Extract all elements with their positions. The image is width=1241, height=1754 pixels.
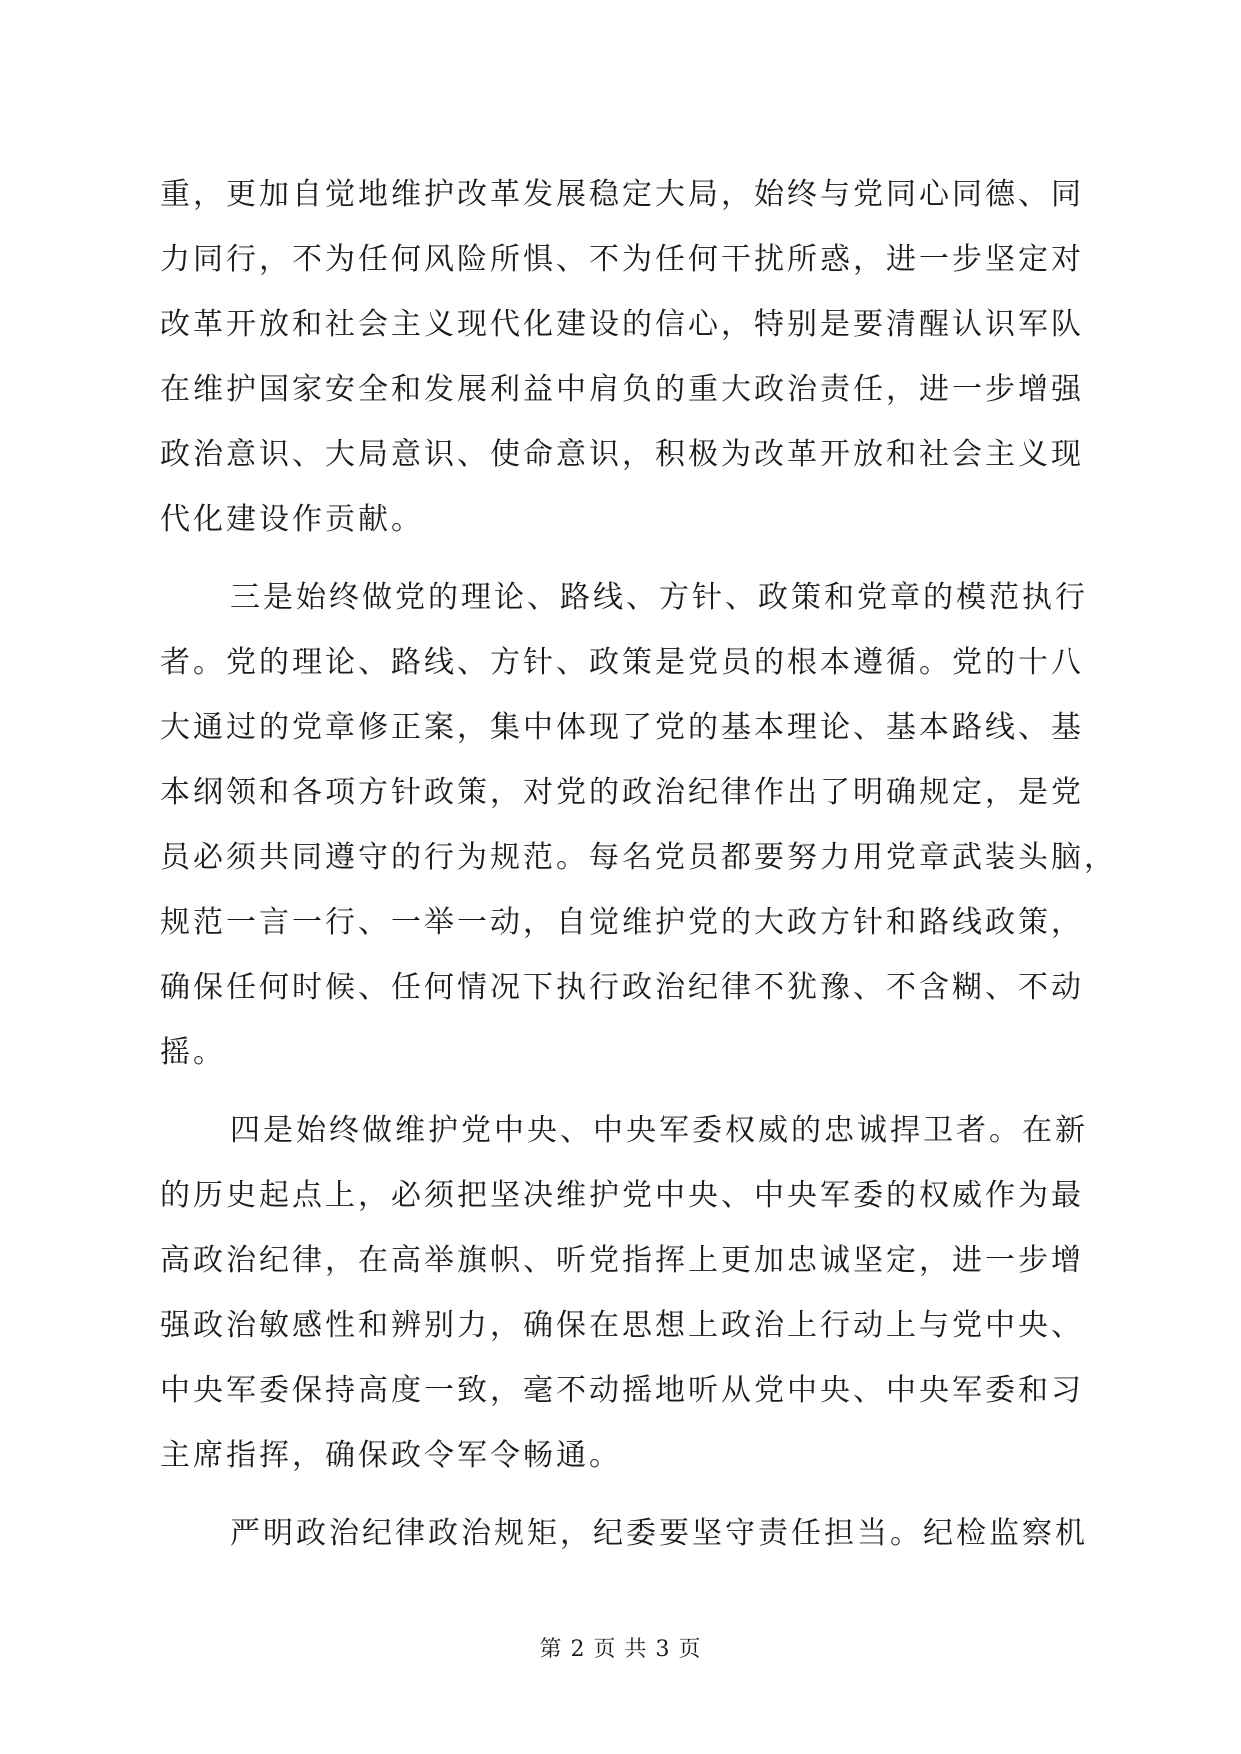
page-footer: [0, 1632, 1241, 1663]
text-line: 确保任何时候、任何情况下执行政治纪律不犹豫、不含糊、不动: [160, 970, 1084, 1005]
text-line: 强政治敏感性和辨别力，确保在思想上政治上行动上与党中央、: [160, 1308, 1084, 1343]
page-number-label: 第 2 页 共 3 页: [539, 1637, 702, 1662]
text-line: 的历史起点上，必须把坚决维护党中央、中央军委的权威作为最: [160, 1178, 1084, 1213]
text-line: 改革开放和社会主义现代化建设的信心，特别是要清醒认识军队: [160, 307, 1084, 342]
text-line: 大通过的党章修正案，集中体现了党的基本理论、基本路线、基: [160, 710, 1084, 745]
text-line: 中央军委保持高度一致，毫不动摇地听从党中央、中央军委和习: [160, 1373, 1084, 1408]
text-line: 本纲领和各项方针政策，对党的政治纪律作出了明确规定，是党: [160, 775, 1084, 810]
paragraph-spacer: [160, 1085, 1090, 1098]
body-text: [160, 162, 1117, 1566]
text-line: 员必须共同遵守的行为规范。每名党员都要努力用党章武装头脑，: [160, 840, 1117, 875]
text-line: 力同行，不为任何风险所惧、不为任何干扰所惑，进一步坚定对: [160, 242, 1084, 277]
text-line: 三是始终做党的理论、路线、方针、政策和党章的模范执行: [230, 580, 1088, 615]
text-line: 严明政治纪律政治规矩，纪委要坚守责任担当。纪检监察机: [230, 1516, 1088, 1551]
text-line: 主席指挥，确保政令军令畅通。: [160, 1438, 622, 1473]
text-line: 重，更加自觉地维护改革发展稳定大局，始终与党同心同德、同: [160, 177, 1084, 212]
text-line: 在维护国家安全和发展利益中肩负的重大政治责任，进一步增强: [160, 372, 1084, 407]
paragraph: [160, 565, 1117, 1085]
paragraph-spacer: [160, 552, 1090, 565]
text-line: 政治意识、大局意识、使命意识，积极为改革开放和社会主义现: [160, 437, 1084, 472]
text-line: 摇。: [160, 1035, 226, 1070]
text-line: 代化建设作贡献。: [160, 502, 424, 537]
paragraph-spacer: [160, 1488, 1090, 1501]
paragraph: [160, 1501, 1090, 1566]
text-line: 规范一言一行、一举一动，自觉维护党的大政方针和路线政策，: [160, 905, 1084, 940]
text-line: 高政治纪律，在高举旗帜、听党指挥上更加忠诚坚定，进一步增: [160, 1243, 1084, 1278]
text-line: 者。党的理论、路线、方针、政策是党员的根本遵循。党的十八: [160, 645, 1084, 680]
paragraph: [160, 1098, 1090, 1488]
text-line: 四是始终做维护党中央、中央军委权威的忠诚捍卫者。在新: [230, 1113, 1088, 1148]
paragraph: [160, 162, 1090, 552]
